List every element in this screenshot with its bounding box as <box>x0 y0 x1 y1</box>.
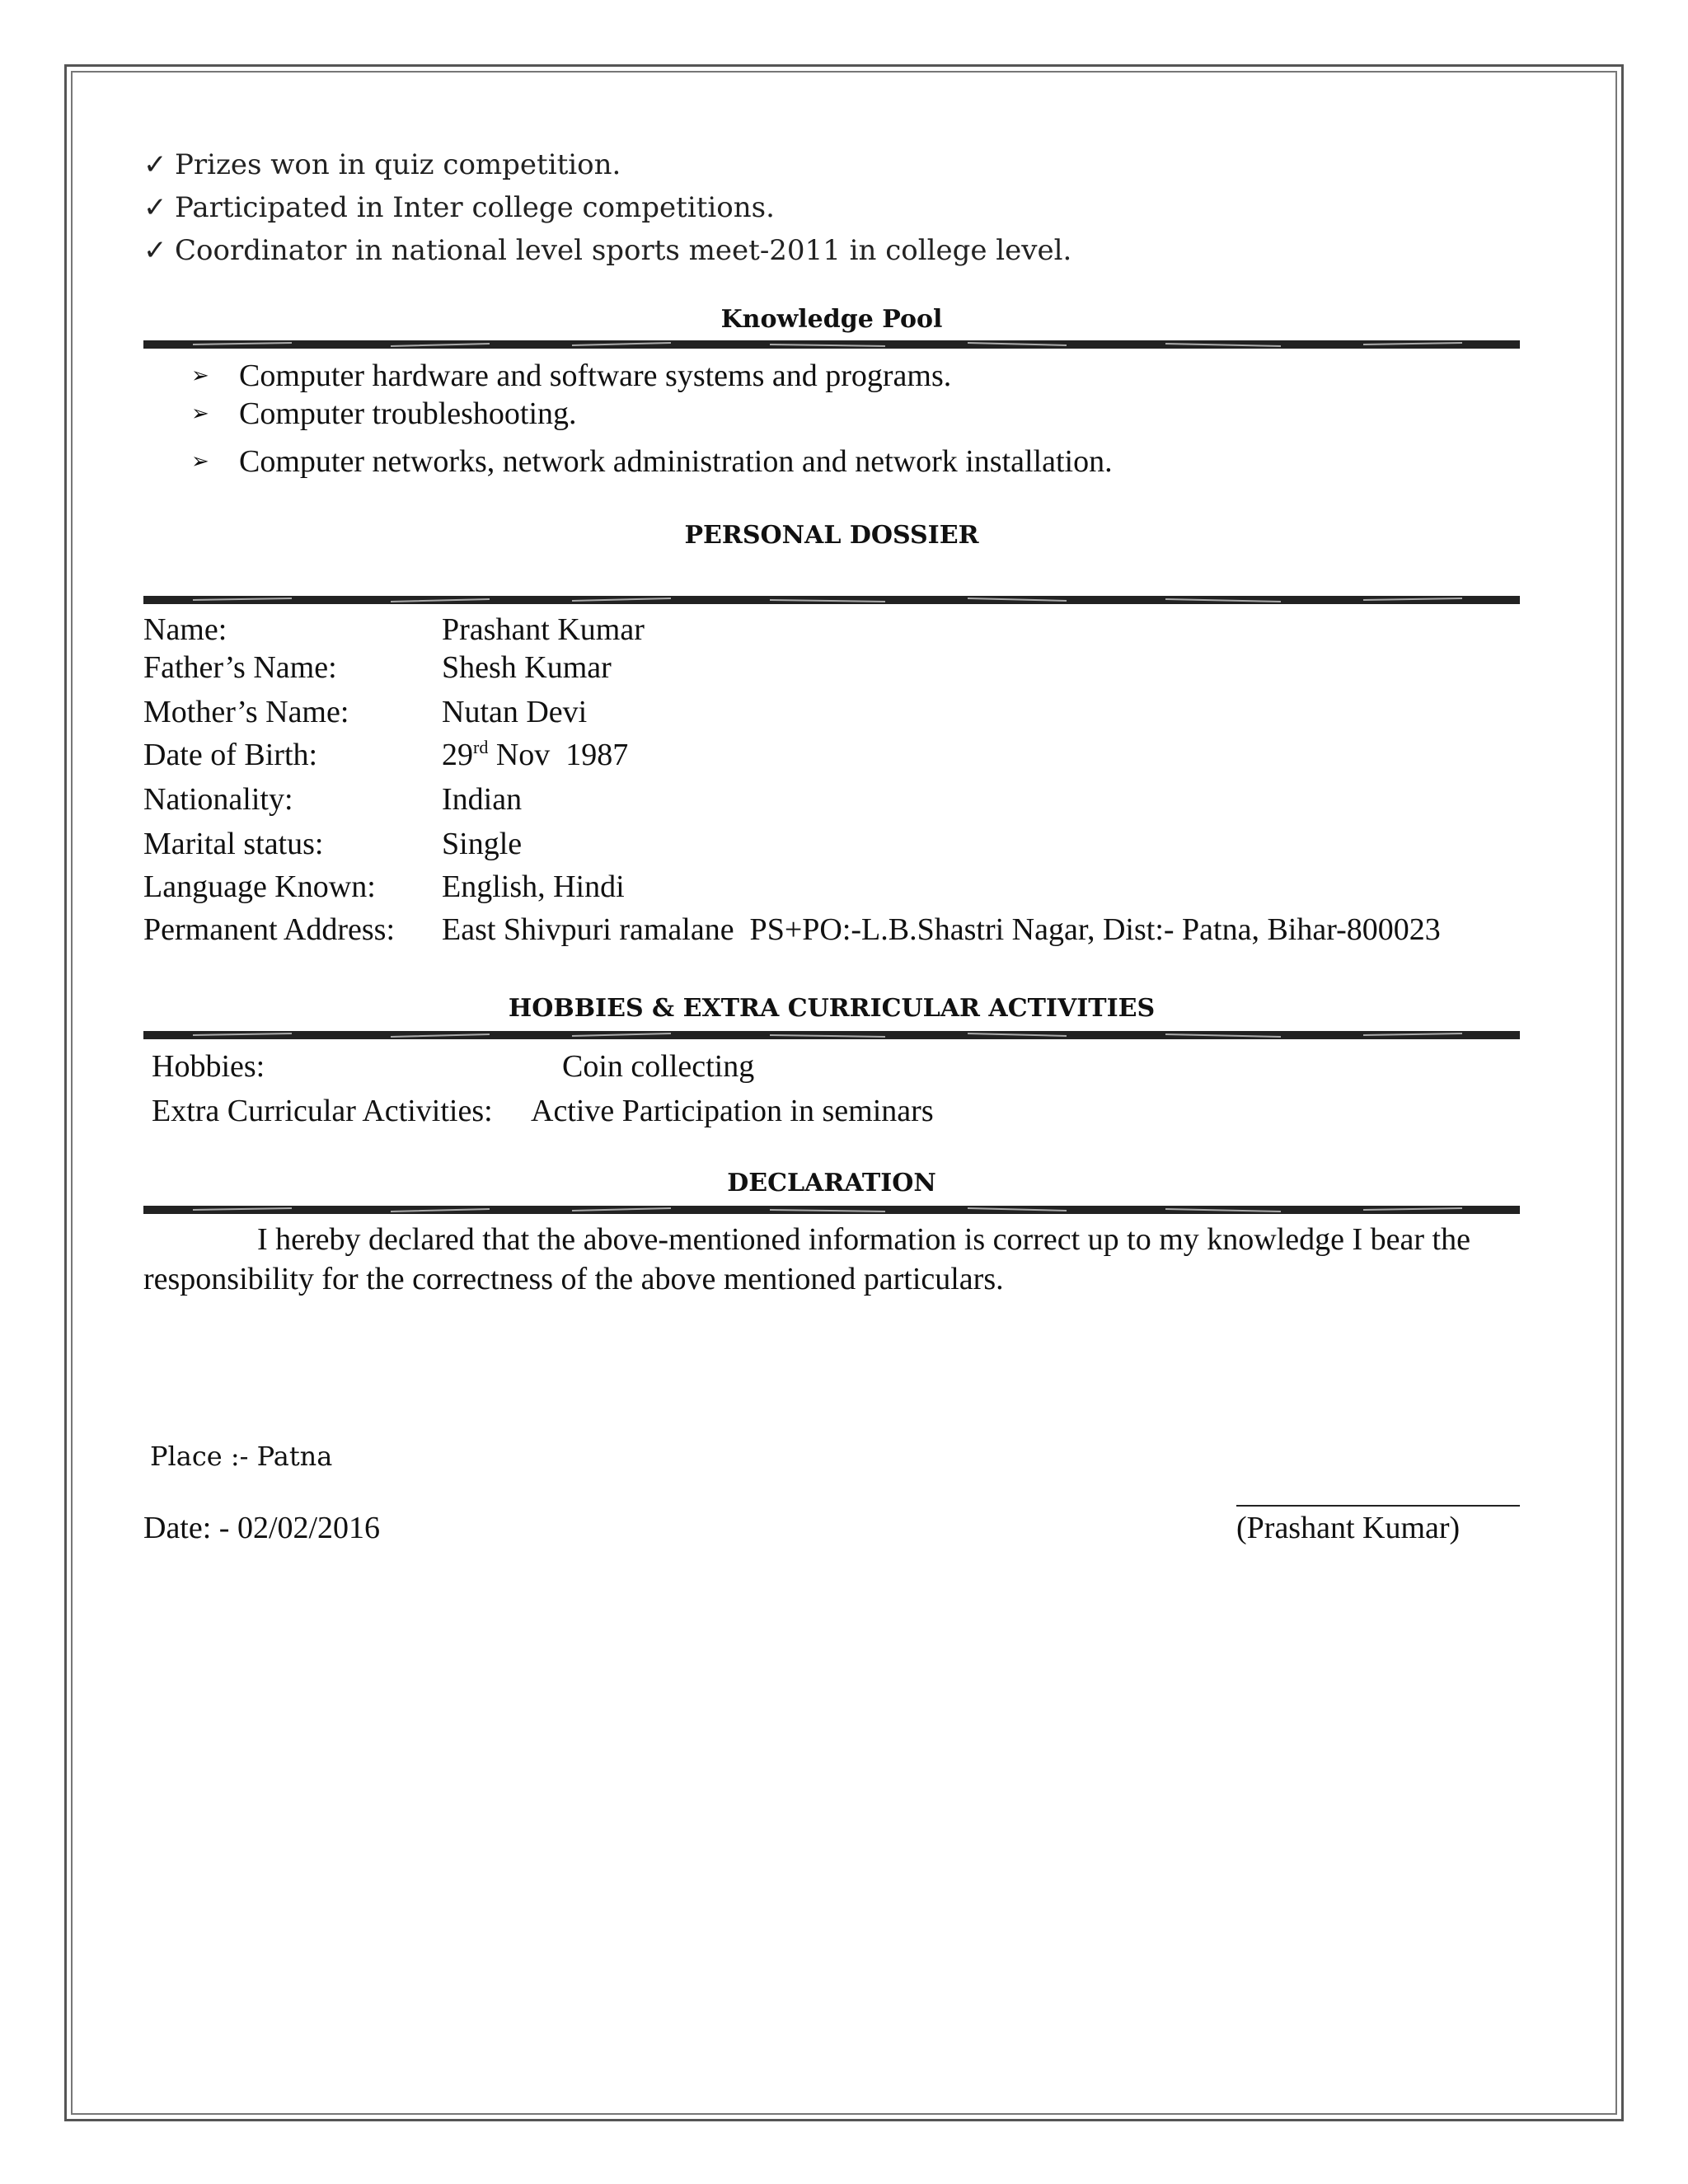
section-heading-declaration: DECLARATION <box>727 1169 936 1197</box>
arrowhead-bullet-icon: ➢ <box>191 401 209 426</box>
dossier-row-father: Father’s Name: Shesh Kumar <box>143 650 612 685</box>
list-item: ➢ Computer hardware and software systems and programs. <box>191 359 952 393</box>
section-divider <box>143 1030 1520 1040</box>
dossier-row-dob: Date of Birth: 29rd Nov 1987 <box>143 737 629 772</box>
section-divider <box>143 340 1520 349</box>
place-text: Place :- Patna <box>150 1441 333 1472</box>
section-heading-hobbies: HOBBIES & EXTRA CURRICULAR ACTIVITIES <box>508 994 1156 1023</box>
arrowhead-bullet-icon: ➢ <box>191 449 209 474</box>
checkmark-icon: ✓ <box>143 148 167 181</box>
dossier-row-language: Language Known: English, Hindi <box>143 869 625 904</box>
achievement-item: ✓ Coordinator in national level sports meet-2011 in college level. <box>143 234 1072 267</box>
dossier-row-nationality: Nationality: Indian <box>143 782 523 817</box>
list-item: ➢ Computer troubleshooting. <box>191 396 577 431</box>
dossier-row-name: Name: Prashant Kumar <box>143 612 645 647</box>
declaration-text: I hereby declared that the above-mentioned information is correct up to my knowledge I bear the responsibility for the correctness of the above mentioned particulars. <box>143 1222 1470 1296</box>
date-of-birth: 29rd Nov 1987 <box>442 737 629 772</box>
checkmark-icon: ✓ <box>143 234 167 267</box>
checkmark-icon: ✓ <box>143 191 167 224</box>
section-heading-knowledge-pool: Knowledge Pool <box>720 305 943 334</box>
date-text: Date: - 02/02/2016 <box>143 1511 381 1545</box>
section-divider <box>143 595 1520 605</box>
section-heading-personal-dossier: PERSONAL DOSSIER <box>684 521 979 550</box>
dossier-row-mother: Mother’s Name: Nutan Devi <box>143 695 588 729</box>
signature-name: (Prashant Kumar) <box>1236 1511 1461 1545</box>
extra-curricular-row: Extra Curricular Activities: Active Participation in seminars <box>152 1094 934 1128</box>
arrowhead-bullet-icon: ➢ <box>191 363 209 388</box>
signature-line <box>1236 1505 1520 1507</box>
hobbies-row: Hobbies: Coin collecting <box>152 1049 755 1084</box>
achievement-item: ✓ Prizes won in quiz competition. <box>143 148 621 181</box>
list-item: ➢ Computer networks, network administration and network installation. <box>191 444 1113 479</box>
dossier-row-marital: Marital status: Single <box>143 827 523 861</box>
section-divider <box>143 1205 1520 1215</box>
achievement-item: ✓ Participated in Inter college competitions. <box>143 191 775 224</box>
dossier-row-address: Permanent Address: East Shivpuri ramalane PS+PO:-L.B.Shastri Nagar, Dist:- Patna, Bihar-800023 <box>143 912 1441 947</box>
